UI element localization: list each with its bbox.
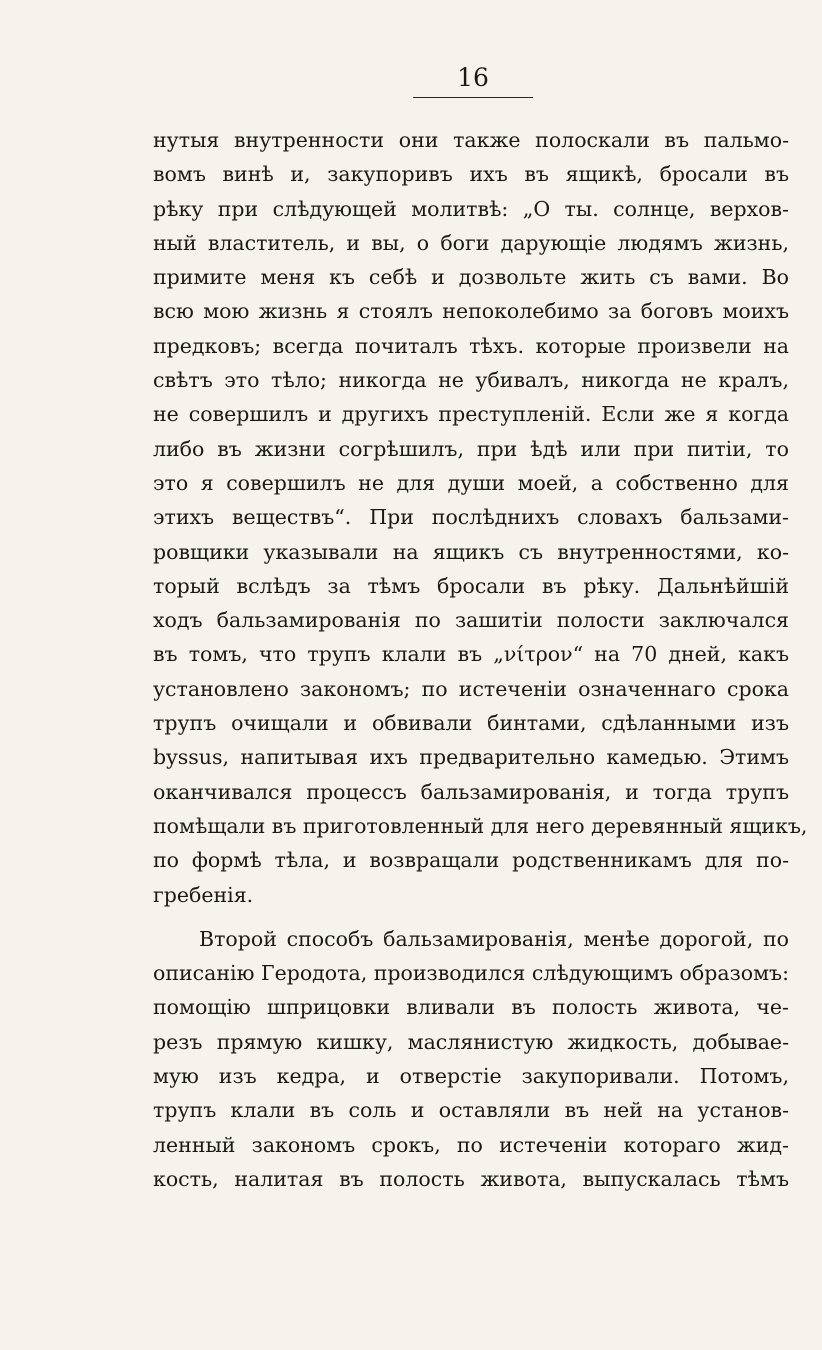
text-line: нутыя внутренности они также полоскали въ пальмо- <box>153 128 789 152</box>
text-line: предковъ; всегда почиталъ тѣхъ. которые произвели на <box>153 333 789 358</box>
text-line: всю мою жизнь я стоялъ непоколебимо за боговъ моихъ <box>153 299 789 324</box>
text-line: ленный закономъ срокъ, по истеченіи котораго жид- <box>153 1132 789 1157</box>
page-number: 16 <box>457 63 489 92</box>
text-line: въ томъ, что трупъ клали въ „νίτρον“ на 70 дней, какъ <box>153 642 789 667</box>
text-line: описанію Геродота, производился слѣдующимъ образомъ: <box>153 961 789 986</box>
text-line: либо въ жизни согрѣшилъ, при ѣдѣ или при питіи, то <box>153 436 789 461</box>
text-line: установлено закономъ; по истеченіи означеннаго срока <box>153 676 789 701</box>
text-line: этихъ веществъ“. При послѣднихъ словахъ бальзами- <box>153 505 789 530</box>
text-line: ровщики указывали на ящикъ съ внутренностями, ко- <box>153 539 789 564</box>
text-line: помощію шприцовки вливали въ полость живота, че- <box>153 995 789 1020</box>
text-line: это я совершилъ не для души моей, а собственно для <box>153 470 789 495</box>
text-line: ный властитель, и вы, о боги дарующіе людямъ жизнь, <box>153 230 789 255</box>
text-line: примите меня къ себѣ и дозвольте жить съ вами. Во <box>153 265 789 290</box>
text-line: ходъ бальзамированія по зашитіи полости заключался <box>153 608 789 633</box>
text-line: резъ прямую кишку, маслянистую жидкость, добывае- <box>153 1029 789 1054</box>
page-number-rule <box>413 97 533 98</box>
paragraph-2 <box>153 922 789 1196</box>
text-line: рѣку при слѣдующей молитвѣ: „О ты. солнце, верхов- <box>153 196 789 221</box>
text-line: Второй способъ бальзамированія, менѣе дорогой, по <box>199 926 789 951</box>
text-line: вомъ винѣ и, закупоривъ ихъ въ ящикѣ, бросали въ <box>153 162 789 187</box>
text-line: свѣтъ это тѣло; никогда не убивалъ, никогда не кралъ, <box>153 368 789 393</box>
text-line: не совершилъ и другихъ преступленій. Если же я когда <box>153 402 789 427</box>
text-line: byssus, напитывая ихъ предварительно камедью. Этимъ <box>153 745 789 770</box>
text-line: кость, налитая въ полость живота, выпускалась тѣмъ <box>153 1166 789 1191</box>
text-line: торый вслѣдъ за тѣмъ бросали въ рѣку. Дальнѣйшій <box>153 573 789 598</box>
text-line: гребенія. <box>153 882 254 907</box>
text-line: по формѣ тѣла, и возвращали родственникамъ для по- <box>153 848 789 873</box>
text-line: трупъ очищали и обвивали бинтами, сдѣланными изъ <box>153 711 789 736</box>
paragraph-spacer <box>153 912 789 922</box>
body-text <box>153 123 808 1196</box>
text-line: мую изъ кедра, и отверстіе закупоривали. Потомъ, <box>153 1064 789 1089</box>
text-line: трупъ клали въ соль и оставляли въ ней на установ- <box>153 1098 789 1123</box>
paragraph-1 <box>153 123 808 912</box>
text-line: помѣщали въ приготовленный для него деревянный ящикъ, <box>153 813 808 838</box>
text-line: оканчивался процессъ бальзамированія, и тогда трупъ <box>153 779 789 804</box>
